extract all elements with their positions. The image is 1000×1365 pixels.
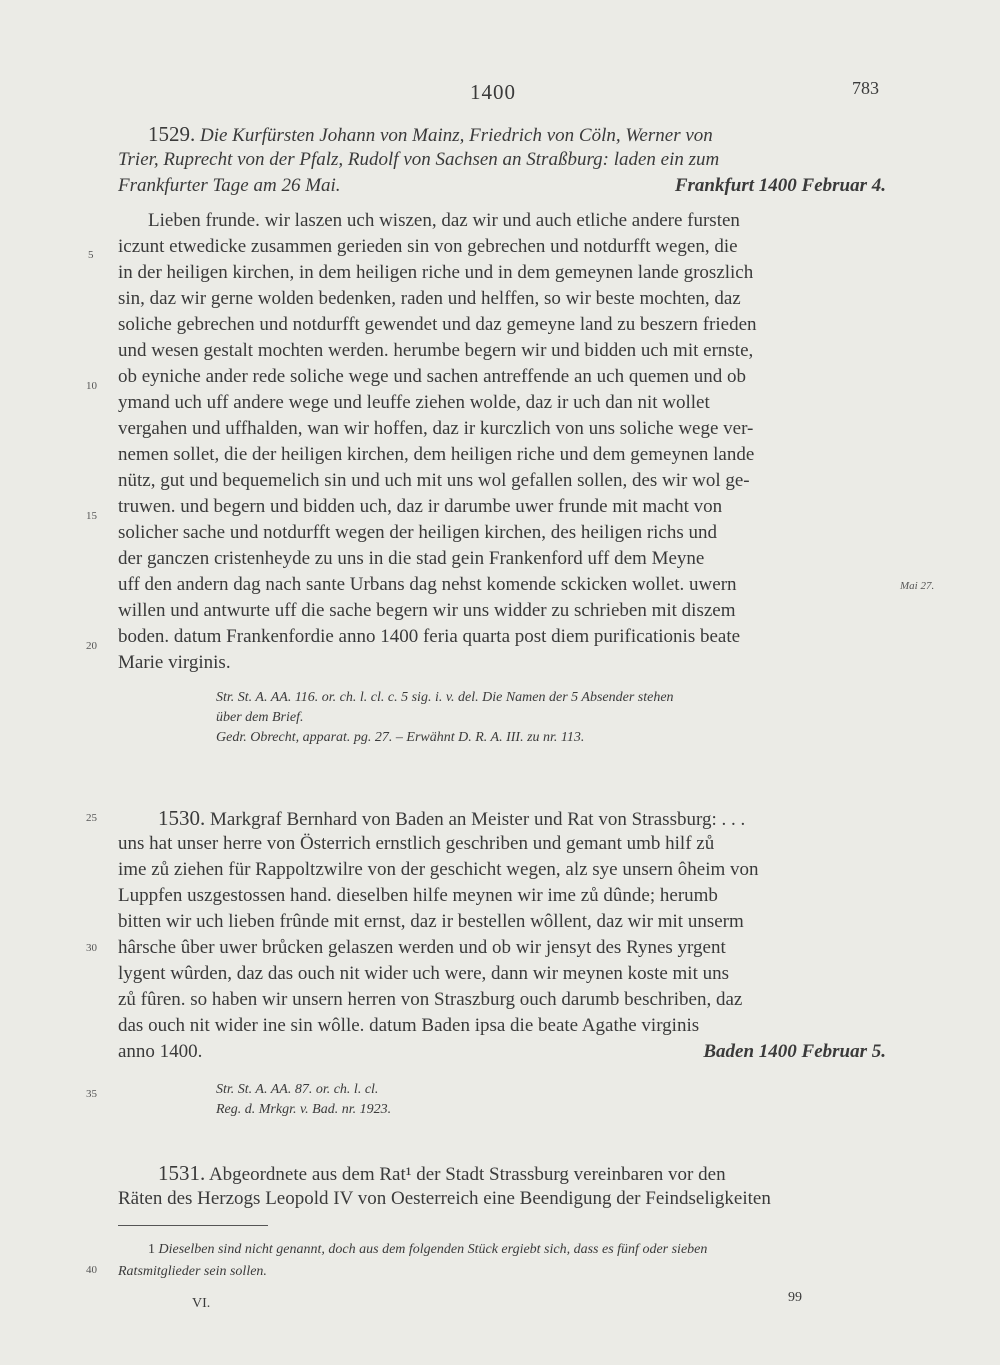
doc-1530-body-line: das ouch nit wider ine sin wôlle. datum Baden ipsa die beate Agathe virginis bbox=[118, 1015, 700, 1036]
line-number: 15 bbox=[86, 510, 97, 522]
doc-1530-body-line: bitten wir uch lieben frûnde mit ernst, daz ir bestellen wôllent, daz wir mit unserm bbox=[118, 911, 744, 932]
page-number: 783 bbox=[852, 78, 879, 98]
doc-1529-body-line: in der heiligen kirchen, in dem heiligen riche und in dem gemeynen lande groszlich bbox=[118, 262, 754, 283]
doc-1529-body-line: der ganczen cristenheyde zu uns in die stad gein Frankenford uff dem Meyne bbox=[118, 548, 705, 569]
doc-1530-body-line: hârsche ûber uwer brůcken gelaszen werden und ob wir jensyt des Rynes yrgent bbox=[118, 937, 726, 958]
doc-1529-heading-line-3: Frankfurter Tage am 26 Mai. bbox=[118, 175, 341, 196]
signature-sheet: 99 bbox=[788, 1290, 802, 1305]
doc-1529-source-line: Gedr. Obrecht, apparat. pg. 27. – Erwähnt D. R. A. III. zu nr. 113. bbox=[216, 730, 585, 745]
line-number: 40 bbox=[86, 1264, 97, 1276]
doc-1529-source-line: Str. St. A. AA. 116. or. ch. l. cl. c. 5 sig. i. v. del. Die Namen der 5 Absender stehen bbox=[216, 690, 674, 705]
line-number: 20 bbox=[86, 640, 97, 652]
line-number: 35 bbox=[86, 1088, 97, 1100]
doc-1530-body-line: ime zů ziehen für Rappoltzwilre von der geschicht wegen, alz sye unsern ôheim von bbox=[118, 859, 759, 880]
doc-1529-heading-line-2: Trier, Ruprecht von der Pfalz, Rudolf von Sachsen an Straßburg: laden ein zum bbox=[118, 149, 720, 170]
doc-1529-body-line: ymand uch uff andere wege und leuffe ziehen wolde, daz ir uch dan nit wollet bbox=[118, 392, 710, 413]
doc-1530-source-line: Str. St. A. AA. 87. or. ch. l. cl. bbox=[216, 1082, 379, 1097]
doc-1531-number: 1531. bbox=[158, 1161, 206, 1185]
line-number: 25 bbox=[86, 812, 97, 824]
signature-volume: VI. bbox=[192, 1296, 211, 1311]
doc-1531-first-line: 1531. Abgeordnete aus dem Rat¹ der Stadt Strassburg vereinbaren vor den bbox=[158, 1161, 726, 1185]
running-head-year: 1400 bbox=[470, 80, 516, 104]
doc-1530-body-line: Luppfen uszgestossen hand. dieselben hilfe meynen wir ime zů dûnde; herumb bbox=[118, 885, 718, 906]
doc-1530-place-date: Baden 1400 Februar 5. bbox=[703, 1041, 886, 1062]
doc-1529-body-line: soliche gebrechen und notdurfft gewendet und daz gemeyne land zu beszern frieden bbox=[118, 314, 757, 335]
doc-1529-body-line: ob eyniche ander rede soliche wege und sachen antreffende an uch quemen und ob bbox=[118, 366, 746, 387]
doc-1530-body-line: anno 1400. bbox=[118, 1041, 203, 1062]
doc-1531-body-line: Räten des Herzogs Leopold IV von Oesterreich eine Beendigung der Feindseligkeiten bbox=[118, 1188, 771, 1209]
doc-1529-body-line: nemen sollet, die der heiligen kirchen, dem heiligen riche und dem gemeynen lande bbox=[118, 444, 755, 465]
doc-1529-body-line: Lieben frunde. wir laszen uch wiszen, daz wir und auch etliche andere fursten bbox=[148, 210, 740, 231]
doc-1529-body-line: iczunt etwedicke zusammen gerieden sin von gebrechen und notdurfft wegen, die bbox=[118, 236, 738, 257]
margin-note: Mai 27. bbox=[900, 580, 935, 592]
doc-1530-body-line: zů fûren. so haben wir unsern herren von Straszburg ouch darumb beschriben, daz bbox=[118, 989, 743, 1010]
doc-1529-number: 1529. bbox=[148, 122, 196, 146]
doc-1529-body-line: truwen. und begern und bidden uch, daz ir darumbe uwer frunde mit macht von bbox=[118, 496, 723, 517]
doc-1529-place-date: Frankfurt 1400 Februar 4. bbox=[674, 175, 886, 196]
line-number: 10 bbox=[86, 380, 97, 392]
doc-1529-body-line: vergahen und uffhalden, wan wir hoffen, daz ir kurczlich von uns soliche wege ver- bbox=[118, 418, 754, 439]
doc-1529-body-line: und wesen gestalt mochten werden. herumbe begern wir und bidden uch mit ernste, bbox=[118, 340, 754, 361]
doc-1530-body-line: lygent wûrden, daz das ouch nit wider uch were, dann wir meynen koste mit uns bbox=[118, 963, 730, 984]
line-number: 5 bbox=[88, 249, 94, 261]
doc-1529-body-line: sin, daz wir gerne wolden bedenken, raden und helffen, so wir beste mochten, daz bbox=[118, 288, 741, 309]
footnote-line-1: 1 Dieselben sind nicht genannt, doch aus dem folgenden Stück ergiebt sich, dass es fünf oder sieben bbox=[148, 1242, 708, 1257]
doc-1530-body-line: uns hat unser herre von Österrich ernstlich geschriben und gemant umb hilf zů bbox=[118, 833, 715, 854]
doc-1529-body-line: solicher sache und notdurfft wegen der heiligen kirchen, des heiligen richs und bbox=[118, 522, 718, 543]
footnote-line-2: Ratsmitglieder sein sollen. bbox=[118, 1264, 267, 1279]
doc-1529-body-line: nütz, gut und bequemelich sin und uch mit uns wol gefallen sollen, des wir wol ge- bbox=[118, 470, 750, 491]
doc-1530-number: 1530. bbox=[158, 806, 206, 830]
doc-1530-source-line: Reg. d. Mrkgr. v. Bad. nr. 1923. bbox=[216, 1102, 392, 1117]
doc-1529-heading-line-1: 1529. Die Kurfürsten Johann von Mainz, Friedrich von Cöln, Werner von bbox=[148, 122, 713, 146]
doc-1529-body-line: boden. datum Frankenfordie anno 1400 feria quarta post diem purificationis beate bbox=[118, 626, 741, 647]
footnote-marker: 1 bbox=[148, 1242, 155, 1257]
doc-1529-body-line: willen und antwurte uff die sache begern wir uns widder zu schrieben mit diszem bbox=[118, 600, 736, 621]
doc-1529-source-line: über dem Brief. bbox=[216, 710, 304, 725]
doc-1529-body-line: uff den andern dag nach sante Urbans dag nehst komende sckicken wollet. uwern bbox=[118, 574, 737, 595]
footnote-rule bbox=[118, 1225, 268, 1226]
doc-1530-first-line: 1530. Markgraf Bernhard von Baden an Meister und Rat von Strassburg: . . . bbox=[158, 806, 746, 830]
line-number: 30 bbox=[86, 942, 97, 954]
doc-1529-body-line: Marie virginis. bbox=[118, 652, 231, 673]
